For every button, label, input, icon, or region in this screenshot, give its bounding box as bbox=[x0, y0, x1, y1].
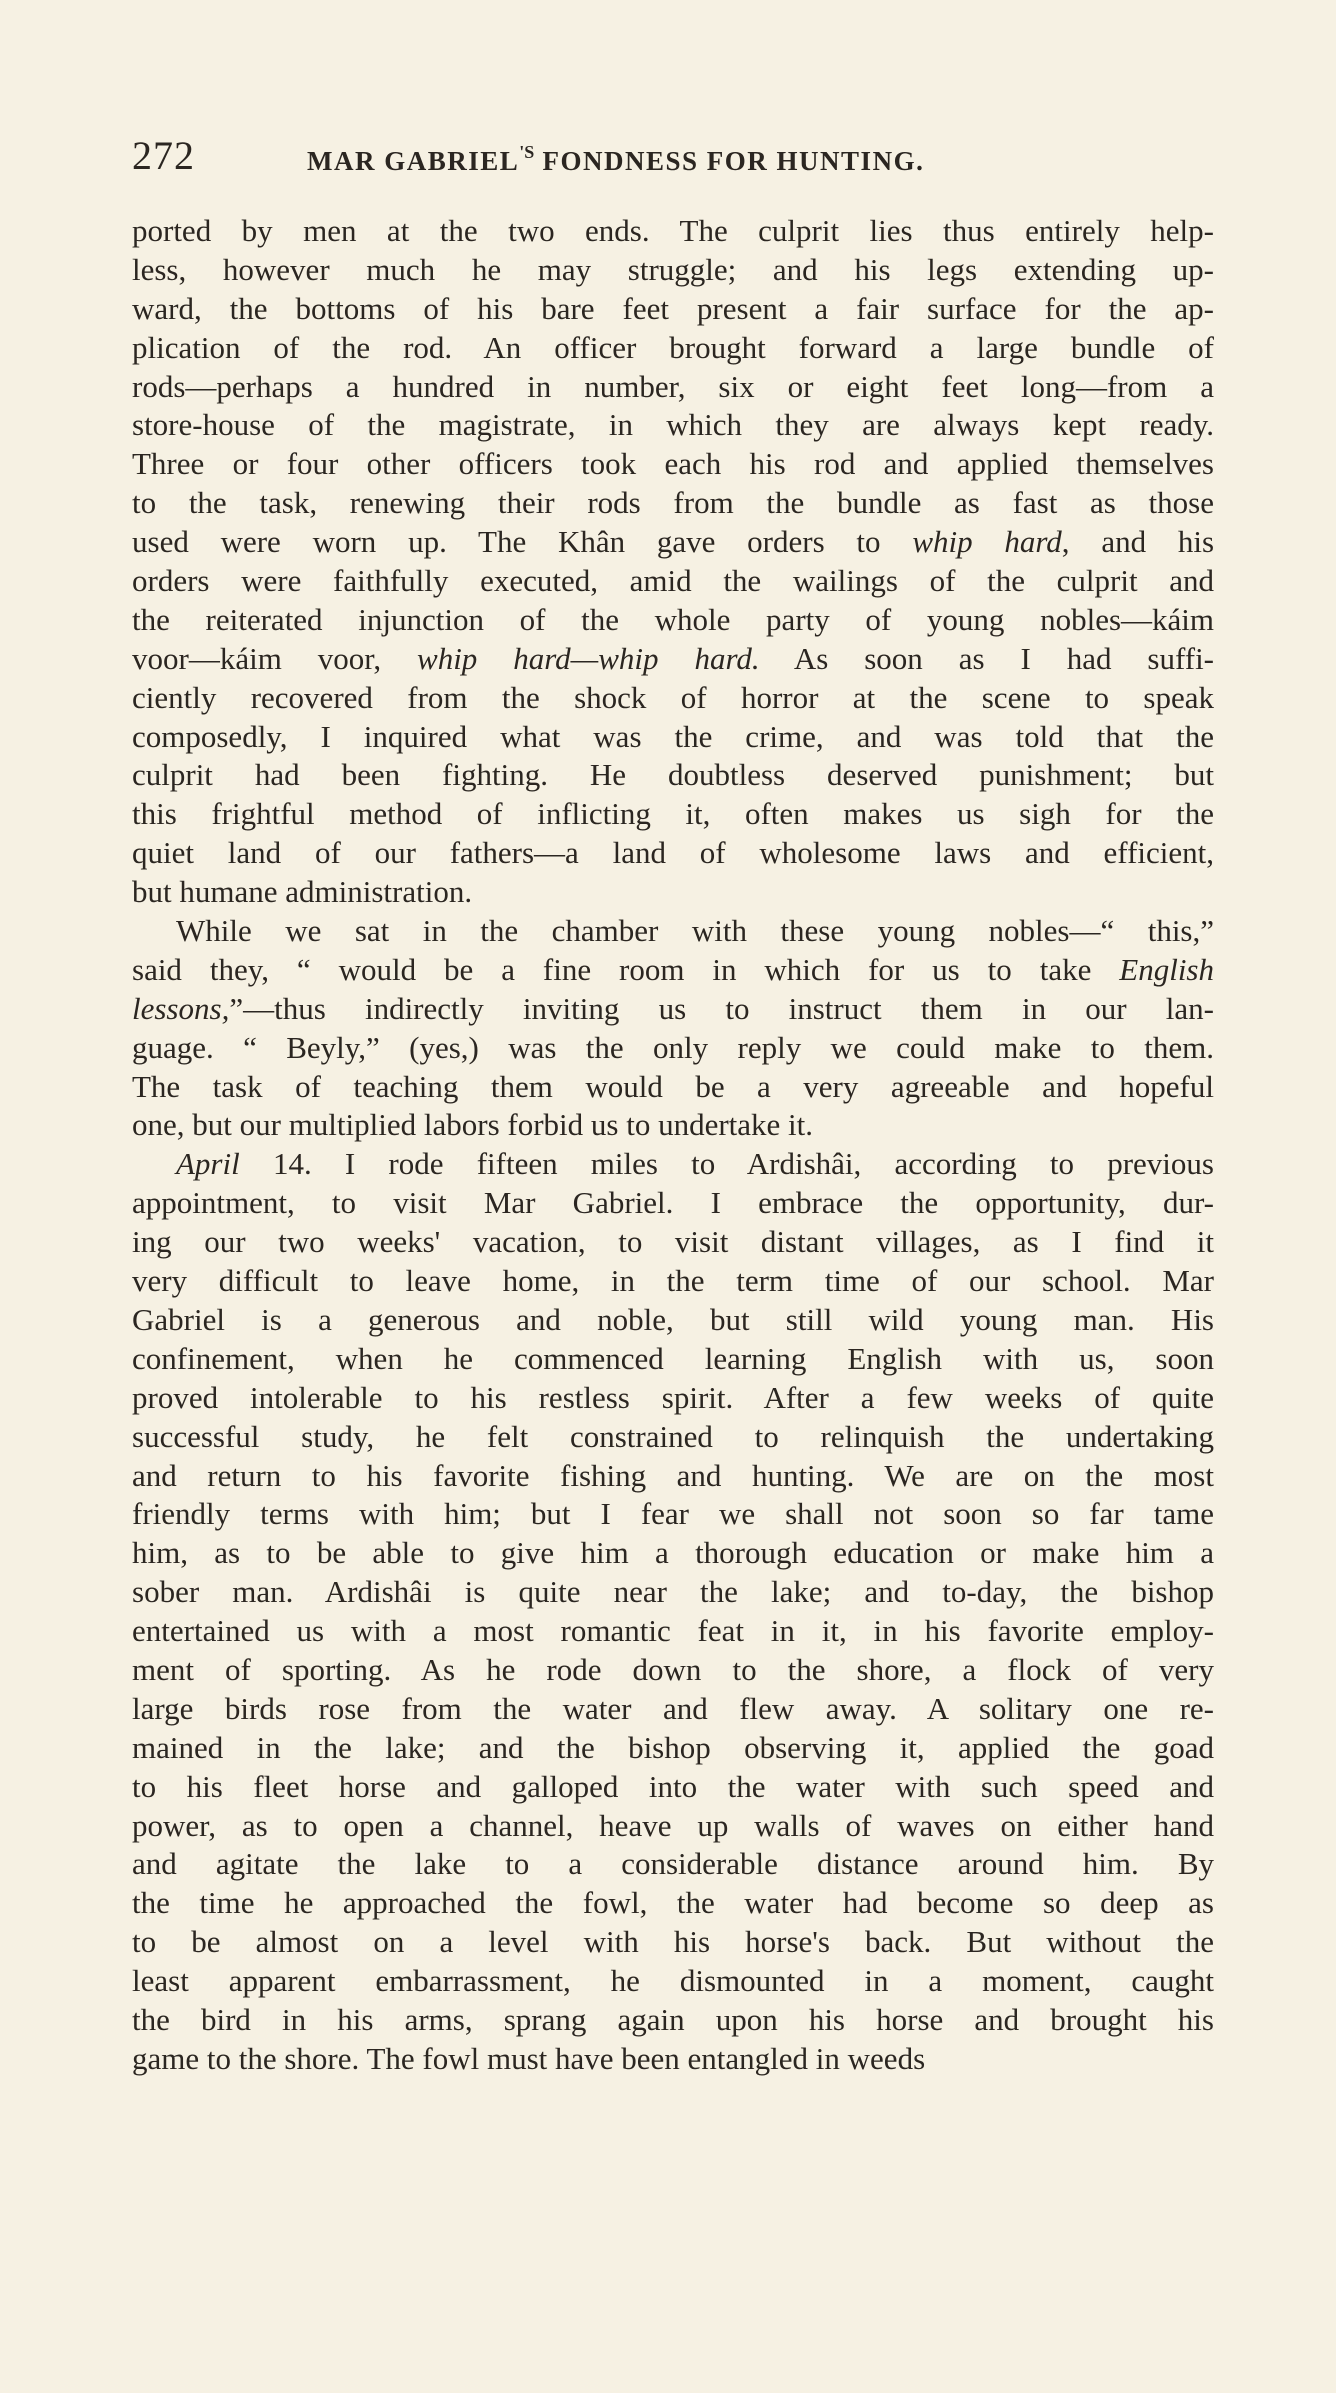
text-segment: successful study, he felt constrained to relinquish the undertaking bbox=[132, 1418, 1214, 1454]
text-segment: composedly, I inquired what was the crime, and was told that the bbox=[132, 718, 1214, 754]
text-segment: appointment, to visit Mar Gabriel. I embrace the opportunity, dur- bbox=[132, 1185, 1214, 1221]
text-line bbox=[132, 290, 1214, 329]
text-segment: culprit had been fighting. He doubtless deserved punishment; but bbox=[132, 757, 1214, 793]
italic-text: whip hard bbox=[912, 524, 1062, 560]
text-segment: While we sat in the chamber with these young nobles—“ this,” bbox=[176, 913, 1214, 949]
text-segment: rods—perhaps a hundred in number, six or eight feet long—from a bbox=[132, 368, 1214, 404]
text-line bbox=[132, 1923, 1214, 1962]
text-segment: the bird in his arms, sprang again upon his horse and brought his bbox=[132, 2001, 1214, 2037]
text-segment: him, as to be able to give him a thorough education or make him a bbox=[132, 1535, 1214, 1571]
text-line bbox=[132, 1884, 1214, 1923]
text-line bbox=[132, 1340, 1214, 1379]
text-line bbox=[132, 1573, 1214, 1612]
text-segment: quiet land of our fathers—a land of wholesome laws and efficient, bbox=[132, 835, 1214, 871]
text-segment: ing our two weeks' vacation, to visit distant villages, as I find it bbox=[132, 1224, 1214, 1260]
text-segment: Gabriel is a generous and noble, but still wild young man. His bbox=[132, 1301, 1214, 1337]
text-line bbox=[132, 1845, 1214, 1884]
text-segment: sober man. Ardishâi is quite near the lake; and to-day, the bishop bbox=[132, 1574, 1214, 1610]
running-head-pre: MAR GABRIEL bbox=[307, 146, 520, 176]
text-segment: very difficult to leave home, in the term time of our school. Mar bbox=[132, 1263, 1214, 1299]
text-line bbox=[132, 1145, 1214, 1184]
text-segment: one, but our multiplied labors forbid us to undertake it. bbox=[132, 1107, 814, 1143]
text-line bbox=[132, 1807, 1214, 1846]
text-line bbox=[132, 1301, 1214, 1340]
text-segment: ment of sporting. As he rode down to the shore, a flock of very bbox=[132, 1651, 1214, 1687]
text-segment: the reiterated injunction of the whole party of young nobles—káim bbox=[132, 601, 1214, 637]
text-line bbox=[132, 329, 1214, 368]
text-line bbox=[132, 484, 1214, 523]
text-line bbox=[132, 2001, 1214, 2040]
text-segment: and agitate the lake to a considerable distance around him. By bbox=[132, 1846, 1214, 1882]
text-segment: said they, “ would be a fine room in which for us to take bbox=[132, 951, 1120, 987]
text-segment: ”—thus indirectly inviting us to instruct them in our lan- bbox=[229, 990, 1214, 1026]
text-segment: less, however much he may struggle; and his legs extending up- bbox=[132, 251, 1214, 287]
text-segment: least apparent embarrassment, he dismounted in a moment, caught bbox=[132, 1963, 1214, 1999]
text-line bbox=[132, 1418, 1214, 1457]
text-segment: this frightful method of inflicting it, often makes us sigh for the bbox=[132, 796, 1214, 832]
running-head-post: FONDNESS FOR HUNTING. bbox=[534, 146, 925, 176]
page-body bbox=[132, 212, 1214, 2079]
page-header bbox=[132, 132, 1262, 182]
text-segment: to his fleet horse and galloped into the water with such speed and bbox=[132, 1768, 1214, 1804]
text-segment: the time he approached the fowl, the water had become so deep as bbox=[132, 1885, 1214, 1921]
text-line bbox=[132, 640, 1214, 679]
text-line bbox=[132, 1262, 1214, 1301]
text-segment: but humane administration. bbox=[132, 874, 473, 910]
text-segment: power, as to open a channel, heave up walls of waves on either hand bbox=[132, 1807, 1214, 1843]
text-line bbox=[132, 1612, 1214, 1651]
text-segment: friendly terms with him; but I fear we shall not soon so far tame bbox=[132, 1496, 1214, 1532]
text-segment: The task of teaching them would be a very agreeable and hopeful bbox=[132, 1068, 1214, 1104]
italic-text: whip hard—whip hard. bbox=[417, 640, 760, 676]
text-segment: to the task, renewing their rods from the bundle as fast as those bbox=[132, 485, 1214, 521]
text-line bbox=[132, 1534, 1214, 1573]
text-line bbox=[132, 601, 1214, 640]
text-segment: guage. “ Beyly,” (yes,) was the only reply we could make to them. bbox=[132, 1029, 1214, 1065]
italic-text: April bbox=[176, 1146, 240, 1182]
text-line bbox=[132, 795, 1214, 834]
running-head bbox=[307, 142, 924, 177]
text-line bbox=[132, 212, 1214, 251]
text-segment: ciently recovered from the shock of horror at the scene to speak bbox=[132, 679, 1214, 715]
text-segment: and return to his favorite fishing and hunting. We are on the most bbox=[132, 1457, 1214, 1493]
text-line bbox=[132, 1029, 1214, 1068]
text-line bbox=[132, 445, 1214, 484]
text-segment: voor—káim voor, bbox=[132, 640, 418, 676]
text-line bbox=[132, 523, 1214, 562]
text-line bbox=[132, 1184, 1214, 1223]
text-line bbox=[132, 562, 1214, 601]
text-line bbox=[132, 1729, 1214, 1768]
text-line bbox=[132, 834, 1214, 873]
text-segment: plication of the rod. An officer brought forward a large bundle of bbox=[132, 329, 1214, 365]
text-line bbox=[132, 406, 1214, 445]
text-segment: ported by men at the two ends. The culprit lies thus entirely help- bbox=[132, 213, 1214, 248]
text-segment: As soon as I had suffi- bbox=[759, 640, 1215, 676]
text-line bbox=[132, 368, 1214, 407]
text-segment: orders were faithfully executed, amid the wailings of the culprit and bbox=[132, 563, 1214, 599]
text-line bbox=[132, 679, 1214, 718]
text-segment: entertained us with a most romantic feat in it, in his favorite employ- bbox=[132, 1613, 1214, 1649]
text-segment: proved intolerable to his restless spirit. After a few weeks of quite bbox=[132, 1379, 1214, 1415]
text-segment: game to the shore. The fowl must have been entangled in weeds bbox=[132, 2040, 926, 2076]
text-segment: ward, the bottoms of his bare feet present a fair surface for the ap- bbox=[132, 290, 1214, 326]
text-line bbox=[132, 718, 1214, 757]
text-line bbox=[132, 1962, 1214, 2001]
text-line bbox=[132, 1651, 1214, 1690]
text-line bbox=[132, 1768, 1214, 1807]
text-segment: mained in the lake; and the bishop observing it, applied the goad bbox=[132, 1729, 1214, 1765]
text-line bbox=[132, 990, 1214, 1029]
text-segment: , and his bbox=[1061, 524, 1215, 560]
text-segment: store-house of the magistrate, in which they are always kept ready. bbox=[132, 407, 1214, 443]
text-segment: large birds rose from the water and flew away. A solitary one re- bbox=[132, 1690, 1214, 1726]
text-line bbox=[132, 1457, 1214, 1496]
text-line bbox=[132, 1495, 1214, 1534]
text-line bbox=[132, 951, 1214, 990]
text-segment: Three or four other officers took each his rod and applied themselves bbox=[132, 446, 1214, 482]
text-line bbox=[132, 756, 1214, 795]
italic-text: lessons, bbox=[132, 990, 230, 1026]
text-segment: used were worn up. The Khân gave orders to bbox=[132, 524, 913, 560]
text-segment: confinement, when he commenced learning English with us, soon bbox=[132, 1340, 1214, 1376]
page-number: 272 bbox=[132, 133, 195, 178]
text-line bbox=[132, 251, 1214, 290]
text-line bbox=[132, 1379, 1214, 1418]
text-line bbox=[132, 912, 1214, 951]
text-line bbox=[132, 1068, 1214, 1107]
text-line bbox=[132, 1690, 1214, 1729]
text-line bbox=[132, 1106, 1214, 1145]
text-segment: 14. I rode fifteen miles to Ardishâi, according to previous bbox=[239, 1146, 1214, 1182]
text-line bbox=[132, 1223, 1214, 1262]
running-head-sup: 'S bbox=[519, 142, 535, 162]
italic-text: English bbox=[1119, 951, 1214, 987]
text-line bbox=[132, 2040, 1214, 2079]
text-segment: to be almost on a level with his horse's back. But without the bbox=[132, 1924, 1214, 1960]
text-line bbox=[132, 873, 1214, 912]
